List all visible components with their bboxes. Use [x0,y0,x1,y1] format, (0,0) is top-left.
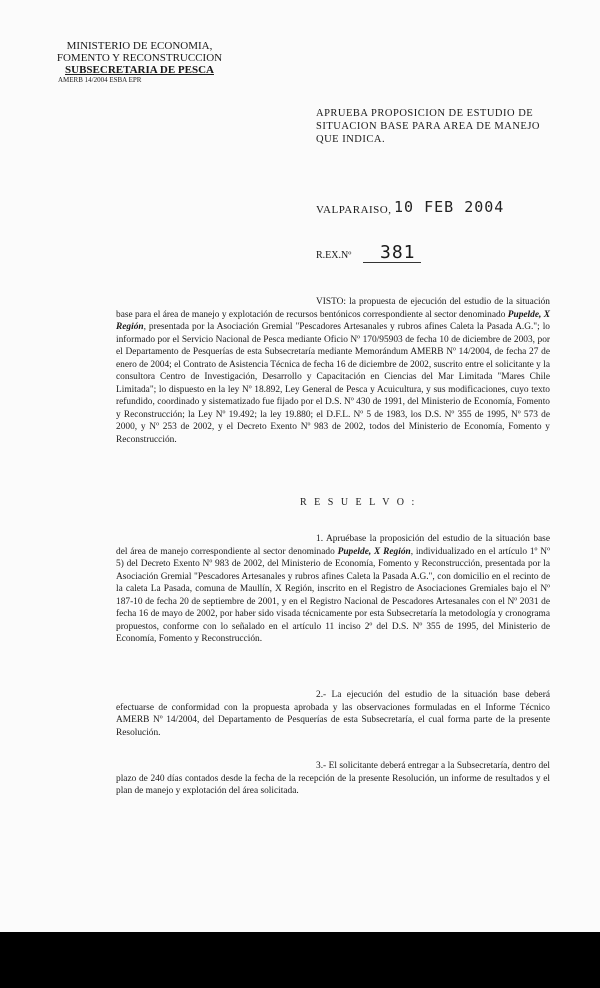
visto-paragraph [116,296,550,446]
subject-heading: APRUEBA PROPOSICION DE ESTUDIO DE SITUACION BASE PARA AREA DE MANEJO QUE INDICA. [316,108,541,145]
item-3-text: 3.- El solicitante deberá entregar a la Subsecretaría, dentro del plazo de 240 días contados desde la fecha de la recepción de la presente Resolución, un informe de resultados y el plan de manejo y explotación del área solicitada. [116,761,550,796]
visto-text-2: , presentada por la Asociación Gremial "Pescadores Artesanales y rubros afines Caleta la Pasada A.G."; lo informado por el Servicio Nacional de Pesca mediante Oficio Nº 170/95903 de fecha 10 de diciembre de 2003, por el Departamento de Pesquerías de esta Subsecretaría mediante Memorándum AMERB Nº 14/2004, de fecha 27 de enero de 2004; el Contrato de Asistencia Técnica de fecha 16 de diciembre de 2002, suscrito entre el solicitante y la consultora Centro de Investigación, Desarrollo y Capacitación en Ciencias del Mar Limitada "Mares Chile Limitada"; lo dispuesto en la ley Nº 18.892, Ley General de Pesca y Acuicultura, y sus modificaciones, cuyo texto refundido, coordinado y sistematizado fue fijado por el D.S. Nº 430 de 1991, del Ministerio de Economía, Fomento y Reconstrucción; la Ley Nº 19.492; la ley 19.880; el D.F.L. Nº 5 de 1983, los D.S. Nº 355 de 1995, Nº 573 de 2000, y Nº 253 de 2002, y el Decreto Exento Nº 983 de 2002, todos del Ministerio de Economía, Fomento y Reconstrucción. [116,322,550,445]
date-stamp: 10 FEB 2004 [394,198,505,216]
dateline [316,198,566,220]
item-1-lead: 1. Apruébase la proposición del estudio de la situación base del área de manejo correspondiente al sector denominado [116,534,550,557]
ministry-line-2: FOMENTO Y RECONSTRUCCION [56,52,223,64]
resolution-number-block [316,242,516,266]
resolution-number: 381 [380,242,416,263]
item-1-sector: Pupelde, X Región [337,546,411,557]
scan-bottom-border [0,932,600,988]
item-2-paragraph [116,689,550,739]
item-1-paragraph [116,533,550,646]
item-1-rest: , individualizado en el artículo 1º Nº 5) del Decreto Exento Nº 983 de 2002, del Ministerio de Economía, Fomento y Reconstrucción, presentada por la Asociación Gremial "Pescadores Artesanales y rubros afines Caleta la Pasada A.G.", con domicilio en el recinto de la caleta La Pasada, comuna de Maullín, X Región, inscrito en el Registro de Asociaciones Gremiales bajo el Nº 187-10 de fecha 20 de septiembre de 2001, y en el Registro Nacional de Pescadores Artesanales con el Nº 2031 de fecha 16 de mayo de 2002, por haber sido visada técnicamente por esta Subsecretaría la metodología y cronograma propuestos, conforme con lo señalado en el artículo 11 inciso 2º del D.S. Nº 355 de 1995, del Ministerio de Economía, Fomento y Reconstrucción. [116,546,550,644]
city: VALPARAISO, [316,204,392,216]
letterhead [52,40,227,85]
item-3-paragraph [116,760,550,798]
visto-sector: Pupelde, X Región [116,309,550,332]
visto-text-1: la propuesta de ejecución del estudio de la situación base para el área de manejo y explotación de recursos bentónicos correspondiente al sector denominado [116,297,550,320]
visto-lead: VISTO: [316,297,347,307]
resuelvo-heading: R E S U E L V O : [300,497,417,508]
reference-code: AMERB 14/2004 ESBA EPR [58,76,142,84]
item-2-text: 2.- La ejecución del estudio de la situación base deberá efectuarse de conformidad con la propuesta aprobada y las observaciones formuladas en el Informe Técnico AMERB Nº 14/2004, del Departamento de Pesquerías de esta Subsecretaría, el cual forma parte de la presente Resolución. [116,690,550,738]
resolution-label: R.EX.Nº [316,250,352,261]
ministry-line-1: MINISTERIO DE ECONOMIA, [66,40,213,52]
subsecretaria-line: SUBSECRETARIA DE PESCA [65,64,214,76]
